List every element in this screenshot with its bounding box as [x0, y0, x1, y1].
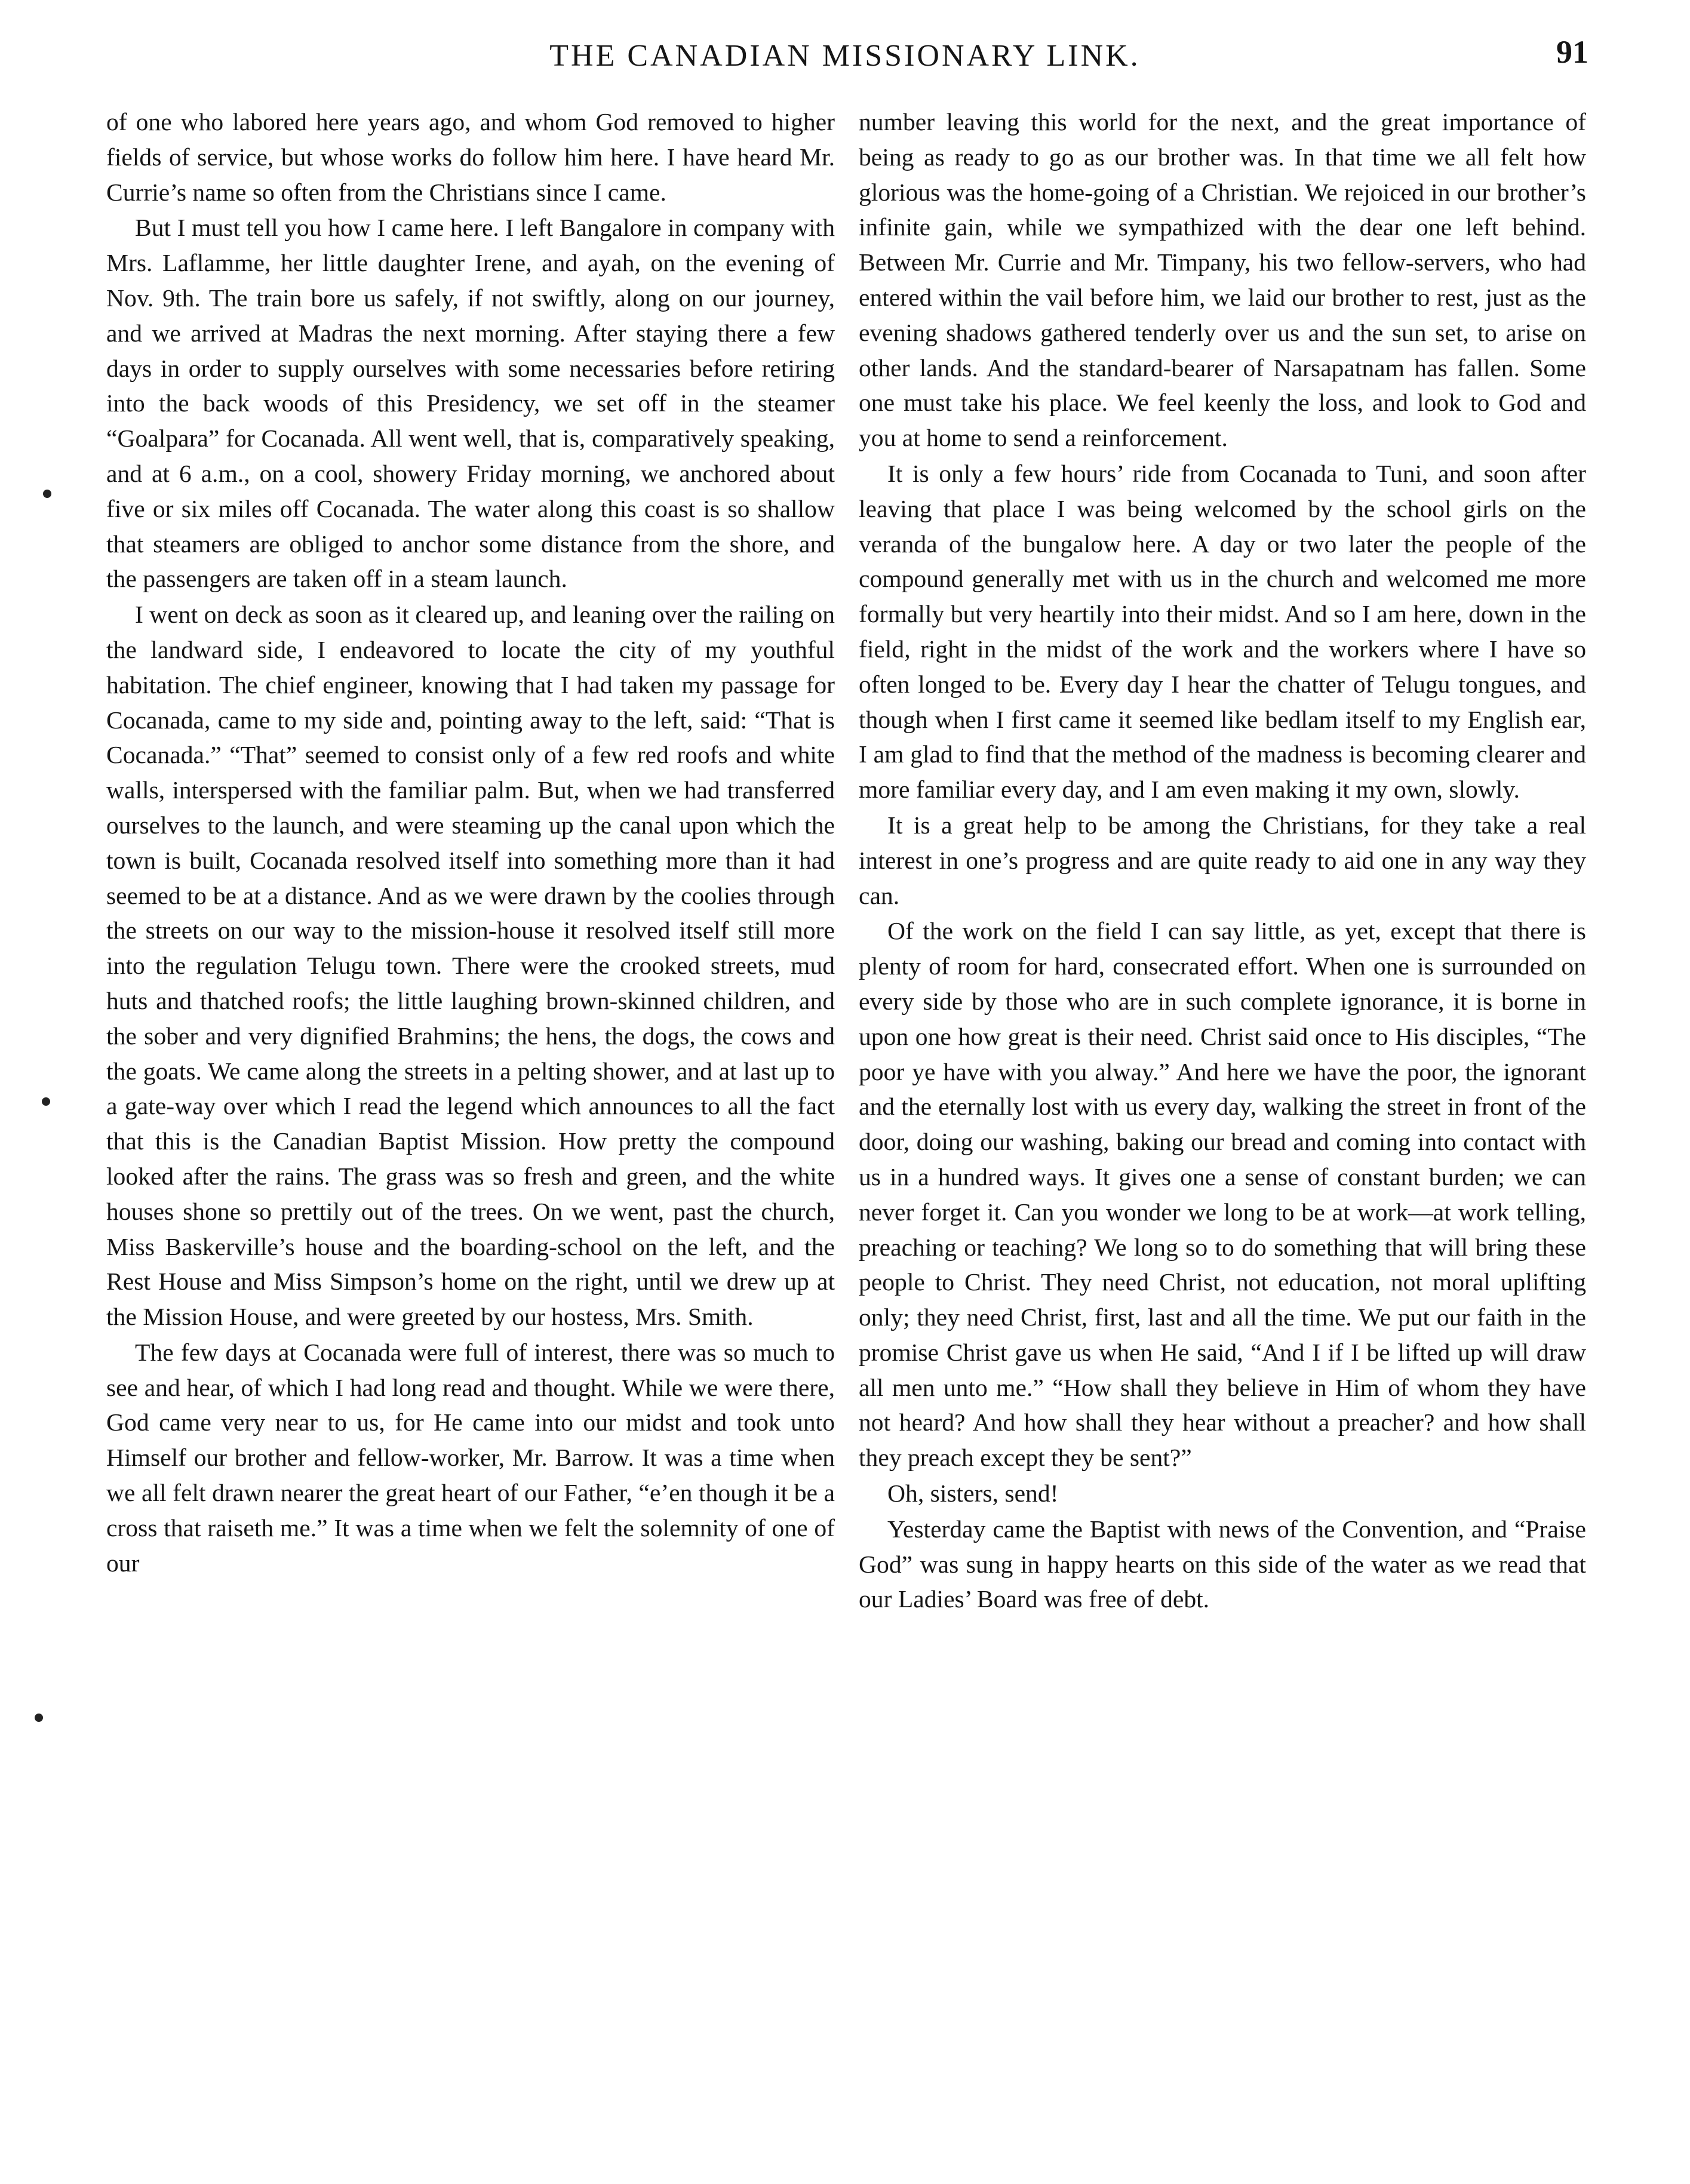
paragraph: Yesterday came the Baptist with news of the Convention, and “Praise God” was sung in happy hearts on this side of the water as we read that our Ladies’ Board was free of debt. [859, 1515, 1586, 1613]
paragraph: number leaving this world for the next, and the great importance of being as ready to go as our brother was. In that time we all felt how glorious was the home-going of a Christian. We rejoiced in our brother’s infinite gain, while we sympathized with the dear one left behind. Between Mr. Currie and Mr. Timpany, his two fellow-servers, who had entered within the vail before him, we laid our brother to rest, just as the evening shadows gathered tenderly over us and the sun set, to arise on other lands. And the standard-bearer of Narsapatnam has fallen. Some one must take his place. We feel keenly the loss, and look to God and you at home to send a reinforcement. [859, 108, 1586, 452]
paragraph: It is a great help to be among the Christians, for they take a real interest in one’s progress and are quite ready to aid one in any way they can. [859, 811, 1586, 909]
page-number: 91 [1556, 34, 1588, 70]
paragraph: Oh, sisters, send! [887, 1479, 1059, 1508]
right-column [859, 104, 1586, 1617]
page-title: THE CANADIAN MISSIONARY LINK. [549, 39, 1141, 73]
left-column [106, 104, 835, 1581]
paragraph: But I must tell you how I came here. I left Bangalore in company with Mrs. Laflamme, her little daughter Irene, and ayah, on the evening of Nov. 9th. The train bore us safely, if not swiftly, along on our journey, and we arrived at Madras the next morning. After staying there a few days in order to supply ourselves with some necessaries before retiring into the back woods of this Presidency, we set off in the steamer “Goalpara” for Cocanada. All went well, that is, comparatively speaking, and at 6 a.m., on a cool, showery Friday morning, we anchored about five or six miles off Cocanada. The water along this coast is so shallow that steamers are obliged to anchor some distance from the shore, and the passengers are taken off in a steam launch. [106, 214, 835, 593]
paragraph: The few days at Cocanada were full of interest, there was so much to see and hear, of which I had long read and thought. While we were there, God came very near to us, for He came into our midst and took unto Himself our brother and fellow-worker, Mr. Barrow. It was a time when we all felt drawn nearer the great heart of our Father, “e’en though it be a cross that raiseth me.” It was a time when we felt the solemnity of one of our [106, 1338, 835, 1577]
margin-speck [42, 1097, 50, 1106]
margin-speck [43, 490, 51, 498]
paragraph: I went on deck as soon as it cleared up, and leaning over the railing on the landward side, I endeavored to locate the city of my youthful habitation. The chief engineer, knowing that I had taken my passage for Cocanada, came to my side and, pointing away to the left, said: “That is Cocanada.” “That” seemed to consist only of a few red roofs and white walls, interspersed with the familiar palm. But, when we had transferred ourselves to the launch, and were steaming up the canal upon which the town is built, Cocanada resolved itself into something more than it had seemed to be at a distance. And as we were drawn by the coolies through the streets on our way to the mission-house it resolved itself still more into the regulation Telugu town. There were the crooked streets, mud huts and thatched roofs; the little laughing brown-skinned children, and the sober and very dignified Brahmins; the hens, the dogs, the cows and the goats. We came along the streets in a pelting shower, and at last up to a gate-way over which I read the legend which announces to all the fact that this is the Canadian Baptist Mission. How pretty the compound looked after the rains. The grass was so fresh and green, and the white houses shone so prettily out of the trees. On we went, past the church, Miss Baskerville’s house and the boarding-school on the left, and the Rest House and Miss Simpson’s home on the right, until we drew up at the Mission House, and were greeted by our hostess, Mrs. Smith. [106, 601, 835, 1331]
paragraph: It is only a few hours’ ride from Cocanada to Tuni, and soon after leaving that place I was being welcomed by the school girls on the veranda of the bungalow here. A day or two later the people of the compound generally met with us in the church and welcomed me more formally but very heartily into their midst. And so I am here, down in the field, right in the midst of the work and the workers where I have so often longed to be. Every day I hear the chatter of Telugu tongues, and though when I first came it seemed like bedlam itself to my English ear, I am glad to find that the method of the madness is becoming clearer and more familiar every day, and I am even making it my own, slowly. [859, 459, 1586, 804]
margin-speck [35, 1714, 43, 1722]
paragraph: Of the work on the field I can say little, as yet, except that there is plenty of room for hard, consecrated effort. When one is surrounded on every side by those who are in such complete ignorance, it is borne in upon one how great is their need. Christ said once to His disciples, “The poor ye have with you alway.” And here we have the poor, the ignorant and the eternally lost with us every day, walking the street in front of the door, doing our washing, baking our bread and coming into contact with us in a hundred ways. It gives one a sense of constant burden; we can never forget it. Can you wonder we long to be at work—at work telling, preaching or teaching? We long so to do something that will bring these people to Christ. They need Christ, not education, not moral uplifting only; they need Christ, first, last and all the time. We put our faith in the promise Christ gave us when He said, “And I if I be lifted up will draw all men unto me.” “How shall they believe in Him of whom they have not heard? And how shall they hear without a preacher? and how shall they preach except they be sent?” [859, 917, 1586, 1472]
paragraph: of one who labored here years ago, and whom God removed to higher fields of service, but whose works do follow him here. I have heard Mr. Currie’s name so often from the Christians since I came. [106, 108, 835, 206]
